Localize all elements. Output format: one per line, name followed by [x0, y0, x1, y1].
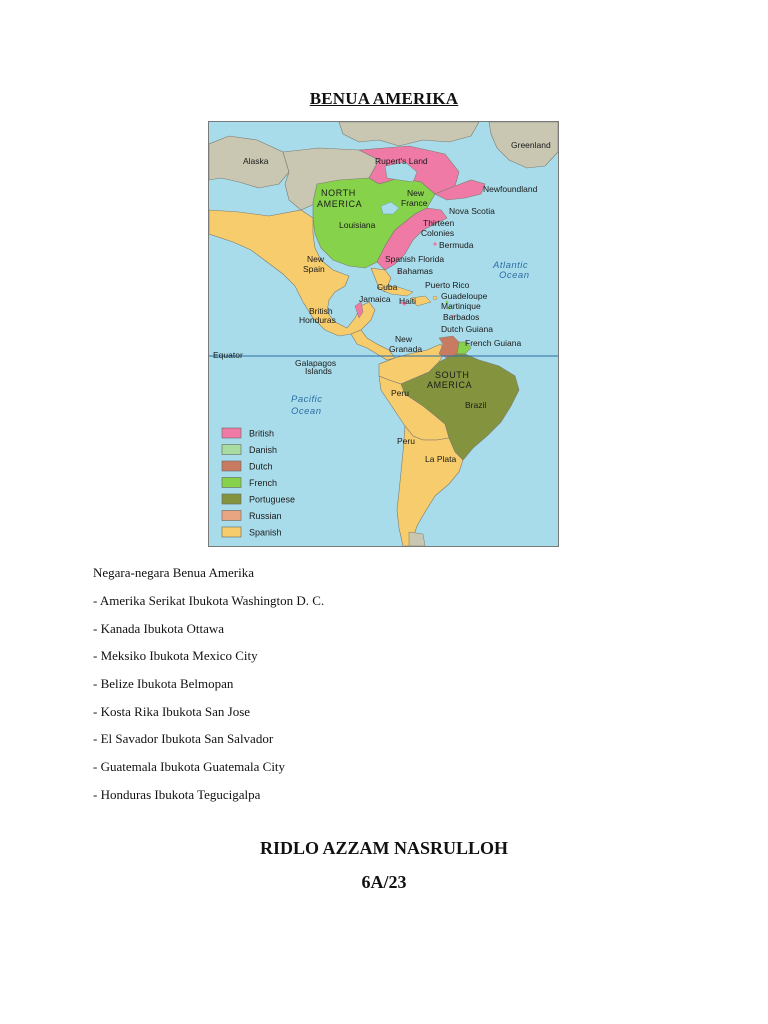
legend-label-russian: Russian	[249, 511, 282, 521]
label-british-honduras-2: Honduras	[299, 315, 336, 325]
label-la-plata: La Plata	[425, 454, 457, 464]
document-title: BENUA AMERIKA	[309, 89, 459, 108]
legend-label-portuguese: Portuguese	[249, 494, 296, 505]
label-pacific-ocean: Pacific	[291, 394, 323, 405]
label-barbados: Barbados	[443, 312, 480, 322]
label-guadeloupe: Guadeloupe	[441, 291, 488, 301]
list-intro: Negara-negara Benua Amerika	[93, 565, 254, 581]
label-south-america-2: AMERICA	[427, 380, 473, 390]
class-code: 6A/23	[361, 872, 407, 892]
label-south-america: SOUTH	[435, 370, 470, 380]
label-north-america-2: AMERICA	[317, 199, 363, 209]
label-galapagos: Galapagos	[295, 358, 337, 368]
label-north-america: NORTH	[321, 188, 356, 198]
list-item: - Guatemala Ibukota Guatemala City	[93, 759, 286, 775]
country-list	[93, 559, 324, 808]
list-item: - Belize Ibukota Belmopan	[93, 676, 234, 692]
legend-swatch-french	[222, 478, 241, 488]
label-bermuda: Bermuda	[439, 240, 474, 250]
bermuda-island	[433, 242, 436, 245]
label-spanish-florida: Spanish Florida	[385, 254, 445, 264]
legend-swatch-danish	[222, 445, 241, 455]
list-item: - Kanada Ibukota Ottawa	[93, 620, 225, 636]
label-peru: Peru	[391, 388, 409, 398]
label-martinique: Martinique	[441, 301, 481, 311]
label-french-guiana: French Guiana	[465, 338, 522, 348]
label-greenland: Greenland	[511, 140, 551, 150]
label-louisiana: Louisiana	[339, 220, 376, 230]
label-new-france-2: France	[401, 198, 428, 208]
label-new-granada: New	[395, 334, 413, 344]
list-item: - Kosta Rika Ibukota San Jose	[93, 703, 251, 719]
colonial-americas-map	[208, 121, 559, 547]
label-pacific-ocean-2: Ocean	[291, 406, 322, 417]
label-alaska: Alaska	[243, 156, 269, 166]
label-newfoundland: Newfoundland	[483, 184, 538, 194]
label-haiti: Haiti	[399, 296, 417, 306]
label-atlantic-ocean-2: Ocean	[499, 270, 530, 281]
label-jamaica: Jamaica	[359, 294, 391, 304]
label-puerto-rico: Puerto Rico	[425, 280, 470, 290]
label-new-granada-2: Granada	[389, 344, 423, 354]
legend-label-british: British	[249, 428, 275, 439]
label-brazil: Brazil	[465, 400, 487, 410]
puerto-rico-island	[433, 296, 437, 300]
legend-swatch-russian	[222, 511, 241, 521]
label-new-spain: New	[307, 254, 325, 264]
legend-label-danish: Danish	[249, 445, 278, 455]
list-item: - El Savador Ibukota San Salvador	[93, 731, 274, 747]
legend-swatch-portuguese	[222, 494, 241, 504]
label-atlantic-ocean: Atlantic	[493, 260, 529, 271]
list-item: - Meksiko Ibukota Mexico City	[93, 648, 258, 664]
label-thirteen-colonies-2: Colonies	[421, 228, 455, 238]
legend-label-french: French	[249, 478, 278, 488]
label-new-france: New	[407, 188, 425, 198]
label-new-spain-2: Spain	[303, 264, 325, 274]
author-name: RIDLO AZZAM NASRULLOH	[259, 838, 509, 858]
legend-label-spanish: Spanish	[249, 527, 282, 538]
label-british-honduras: British	[309, 306, 333, 316]
legend-swatch-spanish	[222, 527, 241, 537]
list-item: - Amerika Serikat Ibukota Washington D. C.	[93, 593, 325, 609]
label-bahamas: Bahamas	[397, 266, 433, 276]
legend-label-dutch: Dutch	[249, 461, 273, 472]
list-item: - Honduras Ibukota Tegucigalpa	[93, 786, 261, 802]
label-cuba: Cuba	[377, 282, 398, 292]
label-peru-2: Peru	[397, 436, 415, 446]
label-dutch-guiana: Dutch Guiana	[441, 324, 493, 334]
label-equator: Equator	[213, 350, 243, 360]
patagonia-tip-region	[409, 532, 425, 546]
label-galapagos-2: Islands	[305, 366, 332, 376]
label-thirteen-colonies: Thirteen	[423, 218, 455, 228]
legend-swatch-dutch	[222, 461, 241, 471]
legend-swatch-british	[222, 428, 241, 438]
label-ruperts-land: Rupert's Land	[375, 156, 428, 166]
label-nova-scotia: Nova Scotia	[449, 206, 495, 216]
